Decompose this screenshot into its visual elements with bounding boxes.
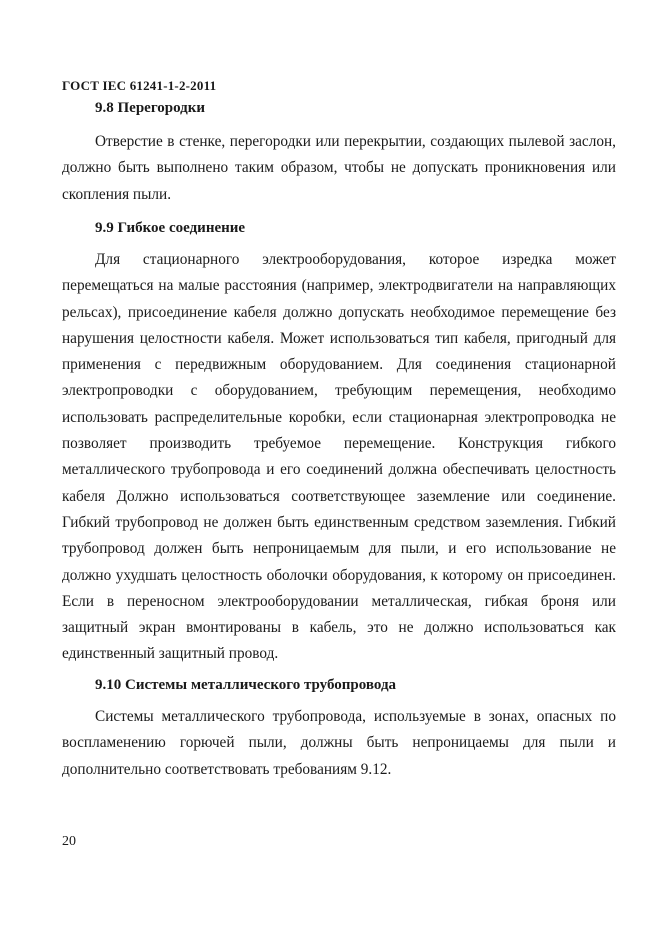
page-number: 20: [62, 834, 76, 849]
section-heading-9-10: 9.10 Системы металлического трубопровода: [95, 677, 397, 693]
section-text-9-8: Отверстие в стенке, перегородки или перекрытии, создающих пылевой заслон, должно быть выполнено таким образом, чтобы не допускать проникновения или скопления пыли.: [62, 133, 616, 203]
section-text-9-10: Системы металлического трубопровода, используемые в зонах, опасных по воспламенению горючей пыли, должны быть непроницаемы для пыли и дополнительно соответствовать требованиям 9.12.: [62, 708, 616, 778]
section-text-9-9: Для стационарного электрооборудования, которое изредка может перемещаться на малые расстояния (например, электродвигатели на направляющих рельсах), присоединение кабеля должно допускать необходимое перемещение без нарушения целостности кабеля. Может использоваться тип кабеля, пригодный для применения с передвижным оборудованием. Для соединения стационарной электропроводки с оборудованием, требующим перемещения, необходимо использовать распределительные коробки, если стационарная электропроводка не позволяет производить требуемое перемещение. Конструкция гибкого металлического трубопровода и его соединений должна обеспечивать целостность кабеля Должно использоваться соответствующее заземление или соединение. Гибкий трубопровод не должен быть единственным средством заземления. Гибкий трубопровод должен быть непроницаемым для пыли, и его использование не должно ухудшать целостность оболочки оборудования, к которому он присоединен. Если в переносном электрооборудовании металлическая, гибкая броня или защитный экран вмонтированы в кабель, это не должно использоваться как единственный защитный провод.: [62, 251, 616, 663]
section-heading-9-9: 9.9 Гибкое соединение: [95, 220, 246, 236]
document-header: ГОСТ IEC 61241-1-2-2011: [62, 78, 217, 93]
section-heading-9-8: 9.8 Перегородки: [95, 100, 206, 116]
